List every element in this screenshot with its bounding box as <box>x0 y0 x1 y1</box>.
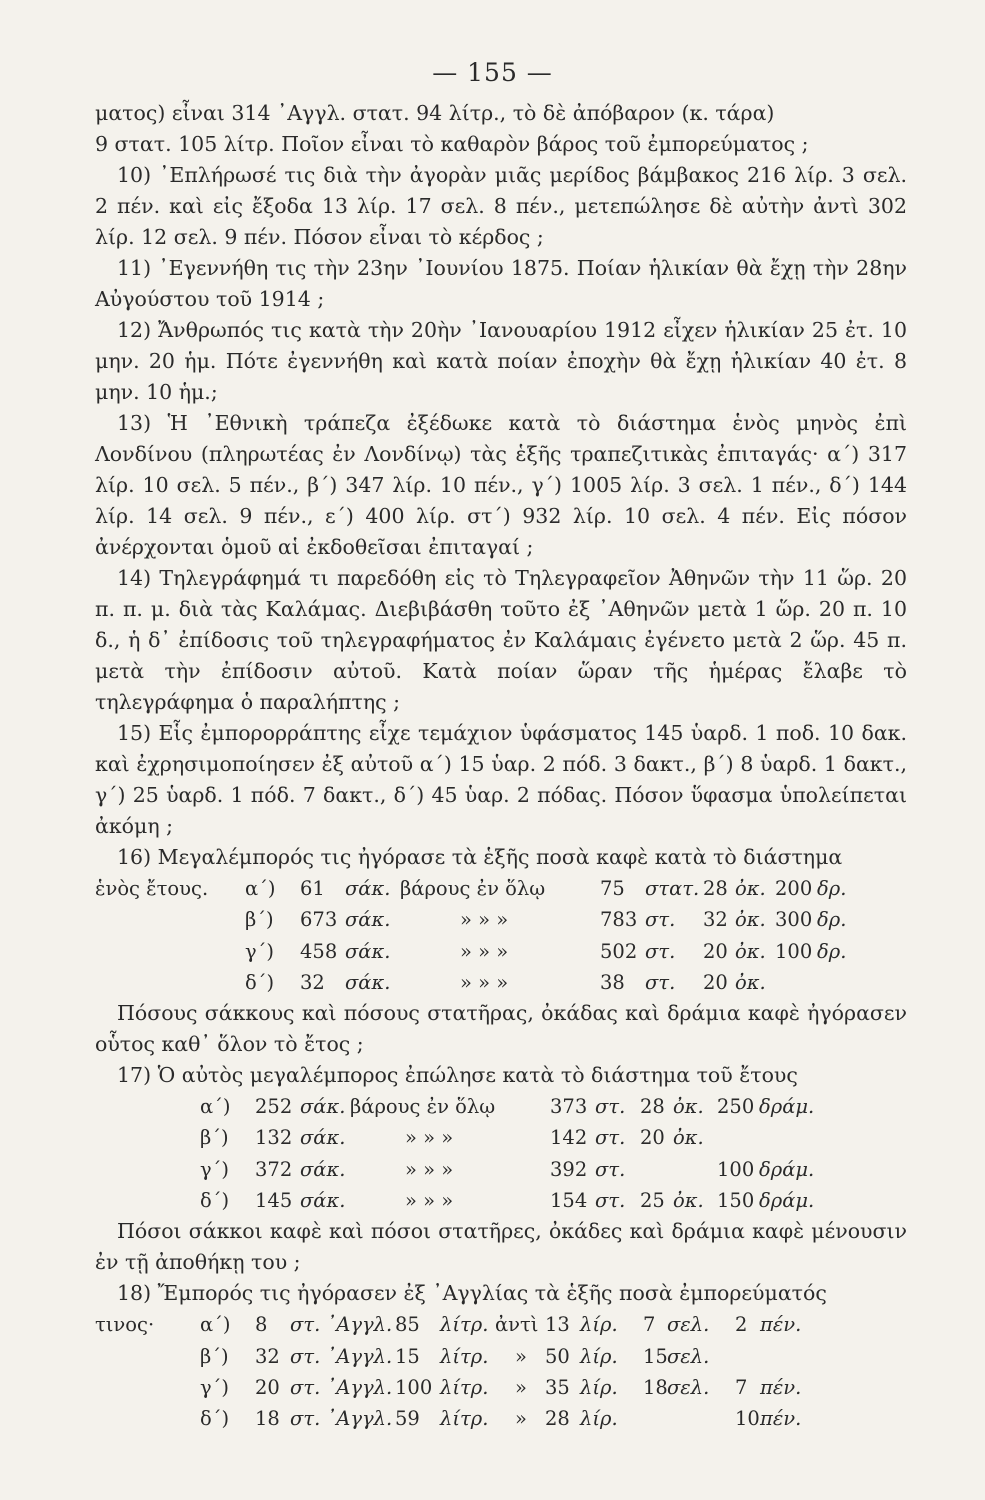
stat-unit: στ. ᾿Αγγλ. <box>290 1313 393 1337</box>
stat-value: 20 <box>255 1375 280 1399</box>
ditto-marks: » » » <box>460 939 509 963</box>
row-letter: β΄) <box>245 908 274 932</box>
row-text: βάρους ἐν ὅλῳ <box>350 1095 496 1119</box>
litre-value: 85 <box>395 1313 420 1337</box>
dram-unit: δρ. <box>817 877 847 900</box>
stat-value: 373 <box>550 1095 588 1119</box>
table-row <box>95 904 907 935</box>
page-body <box>95 98 907 1435</box>
shilling-value: 15 <box>643 1344 668 1368</box>
pound-value: 35 <box>545 1375 570 1399</box>
pound-unit: λίρ. <box>580 1344 618 1368</box>
row-letter: δ΄) <box>245 970 275 994</box>
ditto-mark: » <box>515 1375 527 1399</box>
table-row <box>95 967 907 998</box>
row-letter: β΄) <box>200 1126 229 1150</box>
stat-unit: στ. <box>645 970 676 994</box>
stat-unit: στ. ᾿Αγγλ. <box>290 1344 393 1368</box>
problem-18-table <box>95 1309 907 1434</box>
problem-18-intro: 18) Ἔμπορός τις ἠγόρασεν ἐξ ᾿Αγγλίας τὰ ἑξῆς ποσὰ ἐμπορεύματός <box>117 1281 827 1306</box>
dram-value: 200 <box>775 877 813 900</box>
sacks-value: 458 <box>300 939 338 963</box>
problem-16-intro: 16) Μεγαλέμπορός τις ἠγόρασε τὰ ἑξῆς ποσὰ καφὲ κατὰ τὸ διάστημα <box>117 845 843 869</box>
sacks-value: 252 <box>255 1095 293 1119</box>
sacks-unit: σάκ. <box>300 1095 346 1119</box>
problem-12: 12) Ἄνθρωπός τις κατὰ τὴν 20ὴν ᾿Ιανουαρίου 1912 εἶχεν ἡλικίαν 25 ἐτ. 10 μην. 20 ἡμ. Πότε ἐγεννήθη καὶ κατὰ ποίαν ἐποχὴν θὰ ἔχῃ ἡλικίαν 40 ἐτ. 8 μην. 10 ἡμ.; <box>95 318 907 404</box>
pence-unit: πέν. <box>760 1375 802 1399</box>
dram-unit: δράμ. <box>759 1157 815 1181</box>
sacks-value: 372 <box>255 1157 293 1181</box>
oka-unit: ὀκ. <box>735 970 766 994</box>
dram-unit: δρ. <box>817 939 847 963</box>
pence-unit: πέν. <box>760 1407 802 1431</box>
oka-value: 28 <box>640 1095 665 1119</box>
problem-17-question: Πόσοι σάκκοι καφὲ καὶ πόσοι στατῆρες, ὀκάδες καὶ δράμια καφὲ μένουσιν ἐν τῇ ἀποθήκῃ του ; <box>95 1219 907 1275</box>
stat-unit: στ. <box>595 1126 626 1150</box>
row-lead: τινος· <box>95 1313 155 1337</box>
row-lead: ἑνὸς ἔτους. <box>95 877 209 900</box>
oka-value: 28 <box>703 877 728 900</box>
litre-value: 59 <box>395 1407 420 1431</box>
oka-unit: ὀκ. <box>673 1189 704 1213</box>
shilling-unit: σελ. <box>667 1344 710 1368</box>
stat-value: 75 <box>600 877 625 900</box>
stat-unit: στ. <box>645 939 676 963</box>
sacks-unit: σάκ. <box>300 1189 346 1213</box>
pound-value: 13 <box>545 1313 570 1337</box>
ditto-mark: » <box>515 1344 527 1368</box>
sacks-unit: σάκ. <box>345 939 391 963</box>
litre-value: 100 <box>395 1375 433 1399</box>
problem-17-table <box>95 1091 907 1216</box>
problem-16-question: Πόσους σάκκους καὶ πόσους στατῆρας, ὀκάδας καὶ δράμια καφὲ ἠγόρασεν οὗτος καθ᾿ ὅλον τὸ ἔτος ; <box>95 1001 907 1057</box>
dram-value: 300 <box>775 908 813 932</box>
stat-value: 154 <box>550 1189 588 1213</box>
sacks-value: 145 <box>255 1189 293 1213</box>
dram-value: 150 <box>717 1189 755 1213</box>
ditto-marks: » » » <box>405 1126 454 1150</box>
row-letter: α΄) <box>200 1095 231 1119</box>
ditto-marks: » » » <box>405 1189 454 1213</box>
table-row <box>95 1185 907 1216</box>
dram-value: 100 <box>717 1157 755 1181</box>
problem-14: 14) Τηλεγράφημά τι παρεδόθη εἰς τὸ Τηλεγραφεῖον Ἀθηνῶν τὴν 11 ὥρ. 20 π. π. μ. διὰ τὰς Καλάμας. Διεβιβάσθη τοῦτο ἐξ ᾿Αθηνῶν μετὰ 1 ὥρ. 20 π. 10 δ., ἡ δ᾿ ἐπίδοσις τοῦ τηλεγραφήματος ἐν Καλάμαις ἐγένετο μετὰ 2 ὥρ. 45 π. μετὰ τὴν ἐπίδοσιν αὐτοῦ. Κατὰ ποίαν ὥραν τῆς ἡμέρας ἔλαβε τὸ τηλεγράφημα ὁ παραλήπτης ; <box>95 566 907 714</box>
dram-value: 250 <box>717 1095 755 1119</box>
problem-16-table <box>95 873 907 998</box>
pound-value: 28 <box>545 1407 570 1431</box>
litre-unit: λίτρ. <box>440 1344 489 1368</box>
oka-unit: ὀκ. <box>735 939 766 963</box>
row-letter: γ΄) <box>200 1375 230 1399</box>
row-letter: δ΄) <box>200 1189 230 1213</box>
stat-unit: στ. <box>595 1095 626 1119</box>
litre-value: 15 <box>395 1344 420 1368</box>
ditto-marks: » » » <box>460 970 509 994</box>
stat-unit: στ. ᾿Αγγλ. <box>290 1407 393 1431</box>
stat-unit: στ. <box>645 908 676 932</box>
shilling-value: 18 <box>643 1375 668 1399</box>
sacks-value: 61 <box>300 877 325 900</box>
pound-unit: λίρ. <box>580 1407 618 1431</box>
stat-unit: στ. <box>595 1189 626 1213</box>
stat-unit: στατ. <box>645 877 700 900</box>
table-row <box>95 936 907 967</box>
sacks-value: 32 <box>300 970 325 994</box>
ditto-mark: » <box>515 1407 527 1431</box>
oka-unit: ὀκ. <box>673 1126 704 1150</box>
problem-17-intro: 17) Ὁ αὐτὸς μεγαλέμπορος ἐπώλησε κατὰ τὸ διάστημα τοῦ ἔτους <box>117 1063 798 1088</box>
row-letter: α΄) <box>200 1313 231 1337</box>
oka-unit: ὀκ. <box>735 877 766 900</box>
problem-10: 10) ᾿Επλήρωσέ τις διὰ τὴν ἀγορὰν μιᾶς μερίδος βάμβακος 216 λίρ. 3 σελ. 2 πέν. καὶ εἰς ἔξοδα 13 λίρ. 17 σελ. 8 πέν., μετεπώλησε δὲ αὐτὴν ἀντὶ 302 λίρ. 12 σελ. 9 πέν. Πόσον εἶναι τὸ κέρδος ; <box>95 163 907 249</box>
oka-value: 20 <box>703 939 728 963</box>
shilling-unit: σελ. <box>667 1313 710 1337</box>
table-row <box>95 1341 907 1372</box>
pound-unit: λίρ. <box>580 1313 618 1337</box>
stat-value: 392 <box>550 1157 588 1181</box>
pence-unit: πέν. <box>760 1313 802 1337</box>
stat-value: 142 <box>550 1126 588 1150</box>
pound-value: 50 <box>545 1344 570 1368</box>
table-row <box>95 1122 907 1153</box>
sacks-unit: σάκ. <box>345 877 391 900</box>
row-connector: ἀντὶ <box>495 1313 539 1337</box>
stat-value: 38 <box>600 970 625 994</box>
pence-value: 2 <box>735 1313 748 1337</box>
sacks-value: 673 <box>300 908 338 932</box>
table-row <box>95 1372 907 1403</box>
table-row <box>95 1154 907 1185</box>
ditto-marks: » » » <box>460 908 509 932</box>
sacks-unit: σάκ. <box>300 1157 346 1181</box>
dram-unit: δράμ. <box>759 1095 815 1119</box>
oka-value: 32 <box>703 908 728 932</box>
table-row <box>95 1091 907 1122</box>
row-letter: γ΄) <box>245 939 275 963</box>
text-line: 9 στατ. 105 λίτρ. Ποῖον εἶναι τὸ καθαρὸν βάρος τοῦ ἐμπορεύματος ; <box>95 132 809 156</box>
oka-unit: ὀκ. <box>673 1095 704 1119</box>
litre-unit: λίτρ. <box>440 1375 489 1399</box>
oka-unit: ὀκ. <box>735 908 766 932</box>
sacks-unit: σάκ. <box>345 908 391 932</box>
stat-unit: στ. ᾿Αγγλ. <box>290 1375 393 1399</box>
table-row <box>95 1309 907 1340</box>
shilling-unit: σελ. <box>667 1375 710 1399</box>
row-letter: β΄) <box>200 1344 229 1368</box>
sacks-value: 132 <box>255 1126 293 1150</box>
sacks-unit: σάκ. <box>300 1126 346 1150</box>
stat-value: 502 <box>600 939 638 963</box>
table-row <box>95 873 907 904</box>
table-row <box>95 1403 907 1434</box>
text-line: ματος) εἶναι 314 ᾿Αγγλ. στατ. 94 λίτρ., τὸ δὲ ἀπόβαρον (κ. τάρα) <box>95 101 775 125</box>
sacks-unit: σάκ. <box>345 970 391 994</box>
stat-value: 32 <box>255 1344 280 1368</box>
shilling-value: 7 <box>643 1313 656 1337</box>
dram-unit: δράμ. <box>759 1189 815 1213</box>
row-text: βάρους ἐν ὅλῳ <box>400 877 546 900</box>
pence-value: 10 <box>735 1407 760 1431</box>
row-letter: γ΄) <box>200 1157 230 1181</box>
oka-value: 20 <box>703 970 728 994</box>
row-letter: δ΄) <box>200 1407 230 1431</box>
dram-unit: δρ. <box>817 908 847 932</box>
stat-value: 8 <box>255 1313 268 1337</box>
litre-unit: λίτρ. <box>440 1407 489 1431</box>
oka-value: 25 <box>640 1189 665 1213</box>
problem-11: 11) ᾿Εγεννήθη τις τὴν 23ην ᾿Ιουνίου 1875. Ποίαν ἡλικίαν θὰ ἔχῃ τὴν 28ην Αὐγούστου τοῦ 1914 ; <box>95 256 907 311</box>
stat-unit: στ. <box>595 1157 626 1181</box>
row-letter: α΄) <box>245 877 276 900</box>
page-number: — 155 — <box>432 58 553 87</box>
pound-unit: λίρ. <box>580 1375 618 1399</box>
problem-15: 15) Εἷς ἐμπορορράπτης εἶχε τεμάχιον ὑφάσματος 145 ὑαρδ. 1 ποδ. 10 δακ. καὶ ἐχρησιμοποίησεν ἐξ αὐτοῦ α΄) 15 ὑαρ. 2 πόδ. 3 δακτ., β΄) 8 ὑαρδ. 1 δακτ., γ΄) 25 ὑαρδ. 1 πόδ. 7 δακτ., δ΄) 45 ὑαρ. 2 πόδας. Πόσον ὕφασμα ὑπολείπεται ἀκόμη ; <box>95 721 907 838</box>
problem-13: 13) Ἡ ᾿Εθνικὴ τράπεζα ἐξέδωκε κατὰ τὸ διάστημα ἑνὸς μηνὸς ἐπὶ Λονδίνου (πληρωτέας ἐν Λονδίνῳ) τὰς ἑξῆς τραπεζιτικὰς ἐπιταγάς· α΄) 317 λίρ. 10 σελ. 5 πέν., β΄) 347 λίρ. 10 πέν., γ΄) 1005 λίρ. 3 σελ. 1 πέν., δ΄) 144 λίρ. 14 σελ. 9 πέν., ε΄) 400 λίρ. στ΄) 932 λίρ. 10 σελ. 4 πέν. Εἰς πόσον ἀνέρχονται ὁμοῦ αἱ ἐκδοθεῖσαι ἐπιταγαί ; <box>95 411 907 559</box>
oka-value: 20 <box>640 1126 665 1150</box>
pence-value: 7 <box>735 1375 748 1399</box>
stat-value: 18 <box>255 1407 280 1431</box>
dram-value: 100 <box>775 939 813 963</box>
ditto-marks: » » » <box>405 1157 454 1181</box>
stat-value: 783 <box>600 908 638 932</box>
litre-unit: λίτρ. <box>440 1313 489 1337</box>
